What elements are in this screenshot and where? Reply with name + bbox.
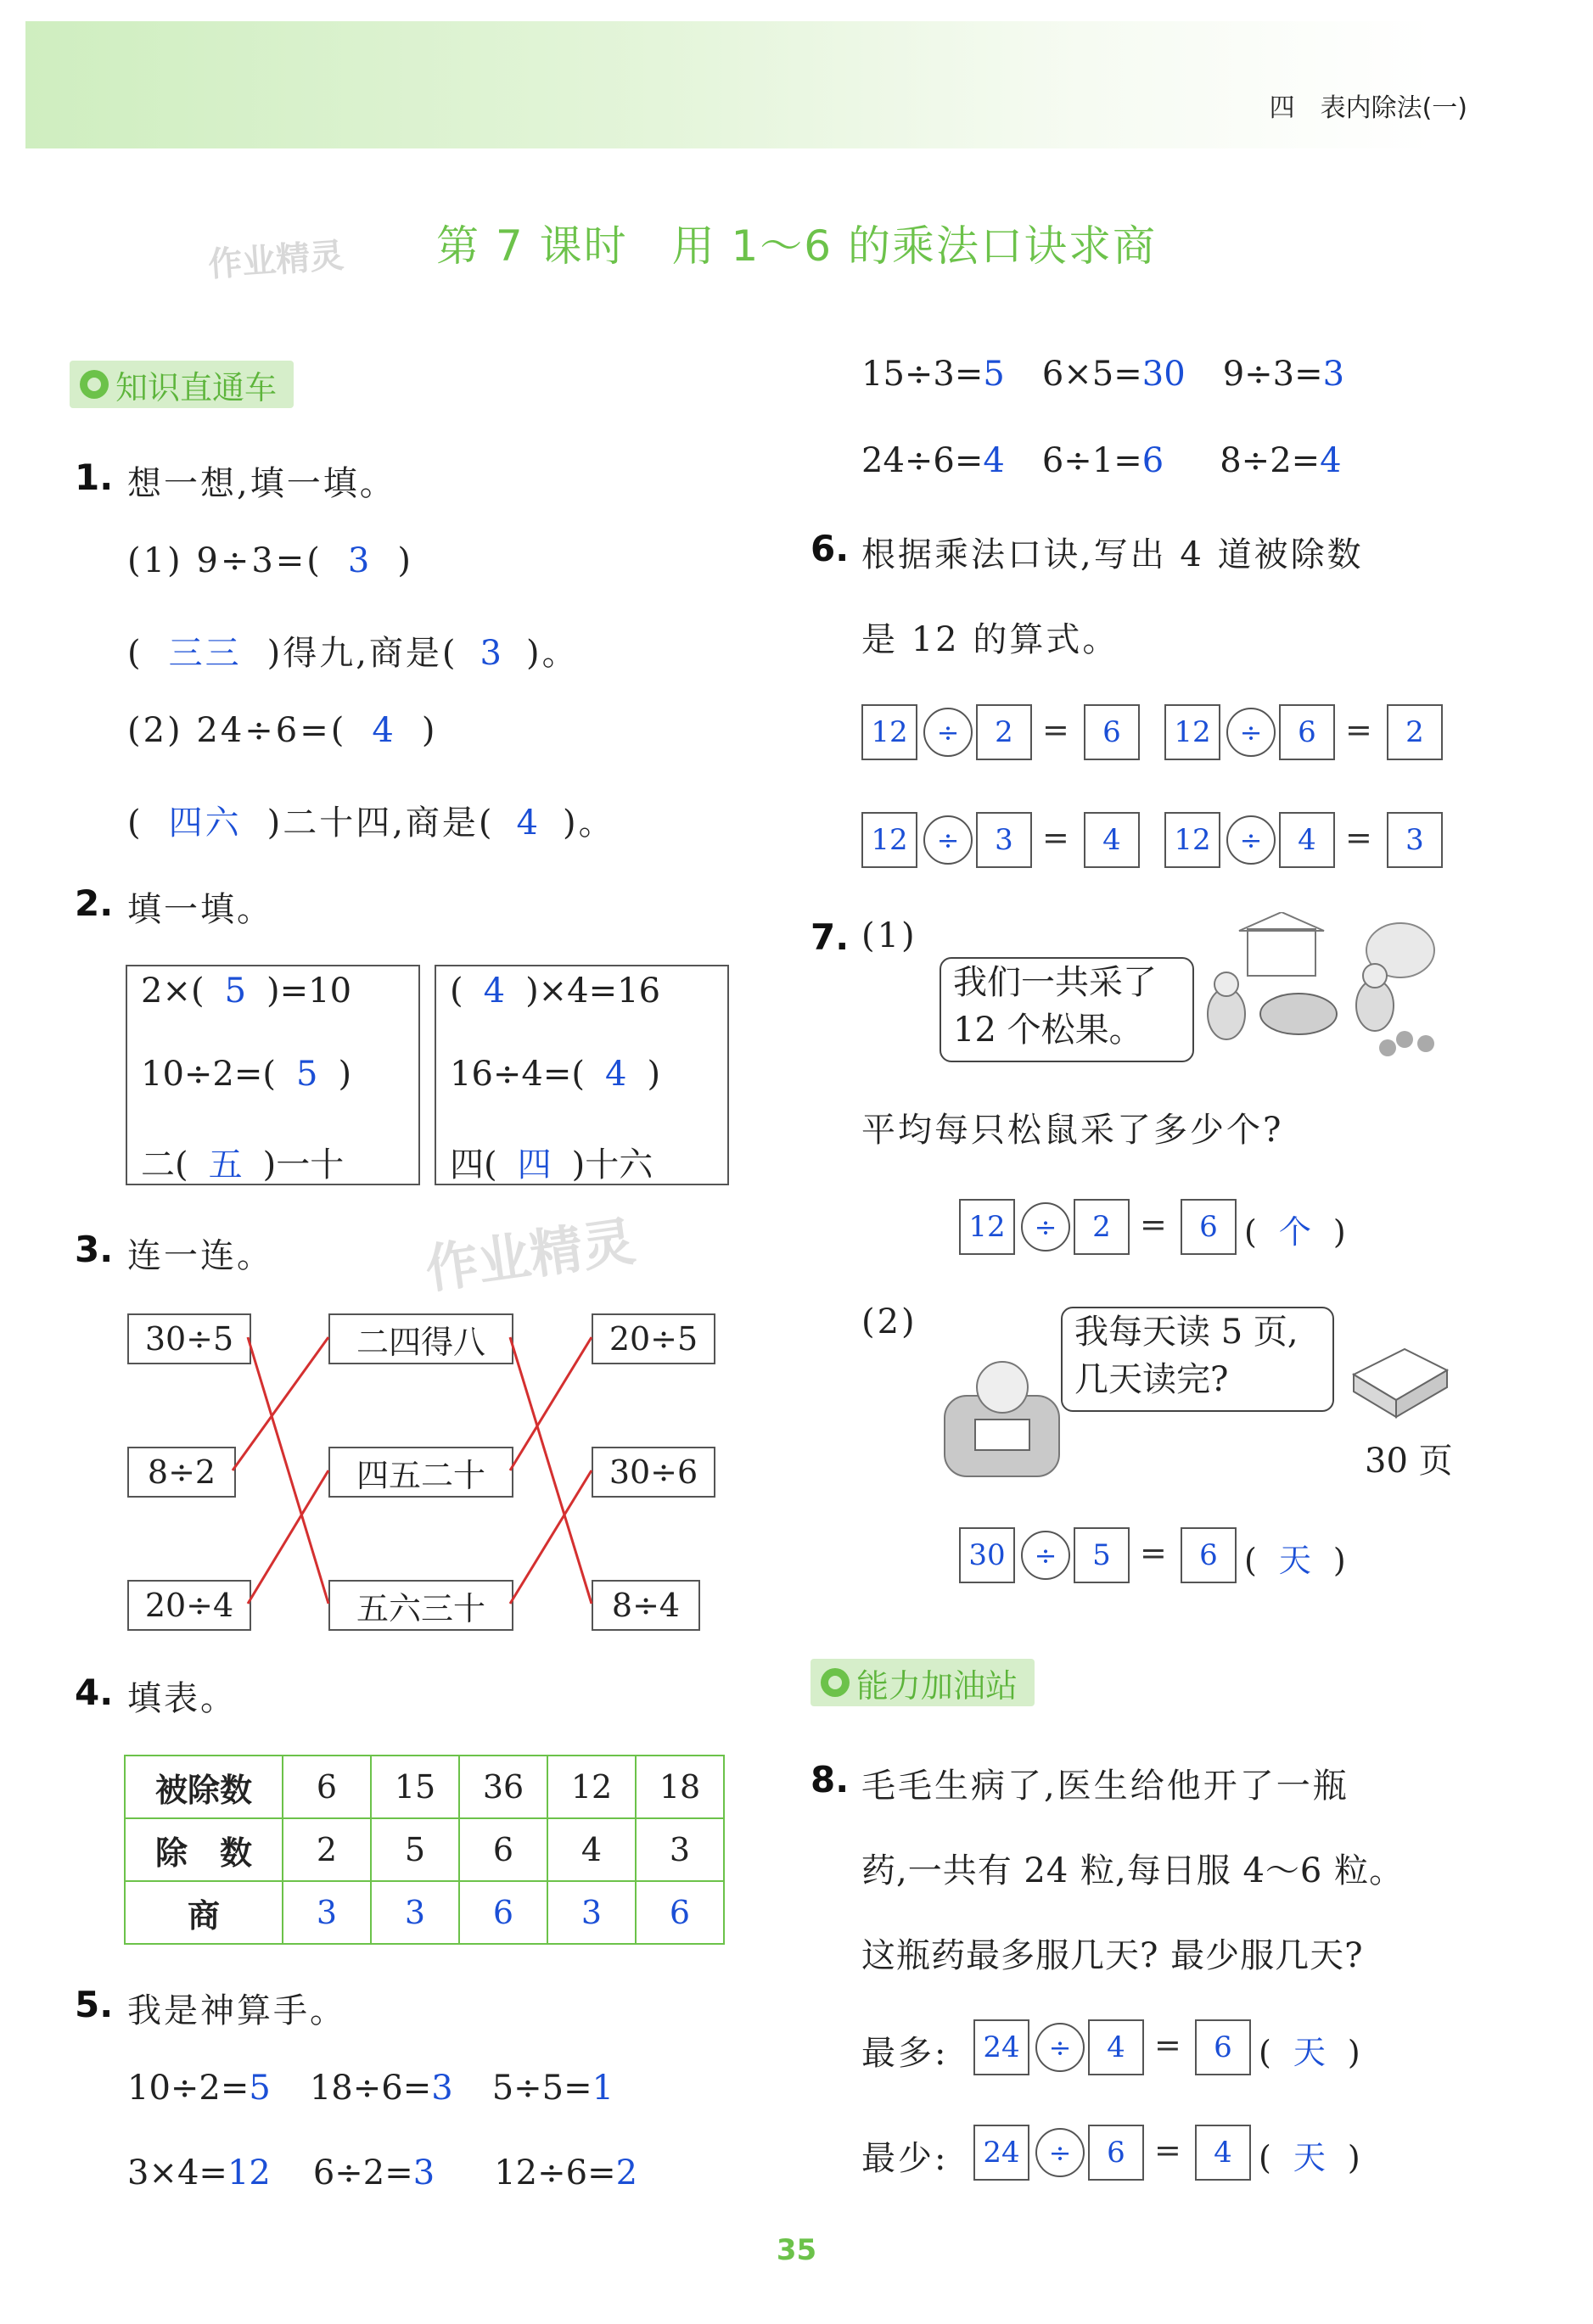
expr-answer: 4 [983, 441, 1005, 480]
book-icon [1345, 1341, 1456, 1425]
q1-p2-answer: 4 [372, 711, 396, 750]
q7-part1-label: (1) [861, 916, 917, 955]
q5-number: 5. [75, 1984, 114, 2025]
text: ) [647, 1055, 661, 1094]
q7-question1: 平均每只松鼠采了多少个? [861, 1111, 1284, 1150]
q7-eq2-dividend[interactable]: 30 [959, 1527, 1015, 1583]
q6-line1: 根据乘法口诀,写出 4 道被除数 [861, 535, 1364, 574]
q7-eq1-operator[interactable]: ÷ [1021, 1202, 1070, 1252]
q6-eq3-dividend[interactable]: 12 [861, 812, 917, 868]
expr-answer: 6 [1141, 441, 1164, 480]
equals-sign: = [1345, 819, 1372, 856]
section-knowledge-label: 知识直通车 [115, 368, 278, 406]
paren-open: ( [127, 804, 143, 843]
table-cell: 36 [459, 1756, 547, 1818]
q5-row1 [127, 2069, 614, 2108]
text: )=10 [266, 972, 352, 1011]
q8-min-label: 最少: [861, 2139, 949, 2178]
q8-max-divisor[interactable]: 4 [1088, 2019, 1144, 2075]
section-ability-label: 能力加油站 [856, 1666, 1018, 1705]
text: ( [450, 972, 463, 1011]
q1-p1-close: ) [397, 541, 413, 580]
row-label: 被除数 [125, 1756, 283, 1818]
watermark-middle: 作业精灵 [421, 1210, 639, 1301]
q7-eq2-quotient[interactable]: 6 [1181, 1527, 1237, 1583]
lesson-title: 第 7 课时 用 1～6 的乘法口诀求商 [435, 221, 1157, 271]
q3-right-item[interactable]: 20÷5 [592, 1313, 715, 1364]
paren-close: ) [1332, 1542, 1346, 1579]
q2-left-ans1: 5 [224, 972, 247, 1011]
q6-eq1-quotient[interactable]: 6 [1084, 704, 1140, 760]
equals-sign: = [1042, 819, 1069, 856]
answer-cell: 3 [547, 1881, 636, 1944]
answer-cell: 3 [371, 1881, 459, 1944]
paren-open: ( [1244, 1542, 1257, 1579]
q6-eq1-operator[interactable]: ÷ [923, 708, 973, 757]
q8-min-quotient[interactable]: 4 [1195, 2125, 1251, 2181]
q6-eq3-divisor[interactable]: 3 [976, 812, 1032, 868]
table-cell: 6 [283, 1756, 371, 1818]
match-line [510, 1337, 592, 1604]
page-number: 35 [776, 2233, 817, 2267]
table-cell: 3 [636, 1818, 724, 1881]
q8-max-label: 最多: [861, 2034, 949, 2073]
q7-speech-bubble-1 [940, 957, 1194, 1062]
q5-row4 [861, 441, 1342, 480]
text: 二( [141, 1145, 188, 1184]
equals-sign: = [1154, 2026, 1181, 2064]
equals-sign: = [1140, 1206, 1167, 1243]
expr: 6÷1= [1041, 441, 1142, 480]
section-ability-tag [811, 1659, 1035, 1706]
q1-p1-answer: 3 [347, 541, 373, 580]
q3-middle-item[interactable]: 二四得八 [328, 1313, 513, 1364]
division-table [124, 1755, 725, 1945]
chapter-title: 四 表内除法(一) [1269, 93, 1467, 123]
expr: 12÷6= [494, 2153, 616, 2192]
watermark-top: 作业精灵 [206, 236, 345, 285]
q7-eq2-unit [1244, 1534, 1346, 1581]
equals-sign: = [1154, 2131, 1181, 2169]
reading-child-illustration [938, 1336, 1065, 1485]
q6-line2: 是 12 的算式。 [861, 620, 1119, 659]
q1-p1-rhyme: 三三 [168, 634, 242, 673]
table-row [125, 1756, 724, 1818]
q7-speech-bubble-2 [1061, 1307, 1334, 1412]
expr-answer: 4 [1320, 441, 1342, 480]
q8-line1: 毛毛生病了,医生给他开了一瓶 [861, 1767, 1349, 1806]
paren-open: ( [1259, 2034, 1271, 2071]
table-cell: 12 [547, 1756, 636, 1818]
q3-title: 连一连。 [127, 1236, 273, 1275]
match-line [248, 1337, 328, 1604]
q2-left-ans3: 五 [208, 1145, 243, 1184]
expr-answer: 3 [1322, 355, 1345, 394]
equals-sign: = [1345, 711, 1372, 748]
table-cell: 2 [283, 1818, 371, 1881]
expr: 8÷2= [1220, 441, 1321, 480]
q6-eq1-divisor[interactable]: 2 [976, 704, 1032, 760]
q3-middle-item[interactable]: 四五二十 [328, 1447, 513, 1498]
text: 10÷2=( [141, 1055, 276, 1094]
text: )×4=16 [525, 972, 661, 1011]
unit-answer: 天 [1278, 1542, 1311, 1579]
match-line [510, 1470, 592, 1604]
q2-right-ans1: 4 [483, 972, 506, 1011]
q1-p1-quotient: 3 [480, 634, 504, 673]
q7-eq1-dividend[interactable]: 12 [959, 1199, 1015, 1255]
q7-number: 7. [811, 916, 850, 958]
q2-right-ans2: 4 [604, 1055, 627, 1094]
q8-line2: 药,一共有 24 粒,每日服 4～6 粒。 [861, 1851, 1405, 1890]
paren-close: ) [1332, 1213, 1346, 1251]
unit-answer: 天 [1293, 2034, 1326, 2071]
match-line [510, 1337, 592, 1470]
q8-max-quotient[interactable]: 6 [1195, 2019, 1251, 2075]
expr-answer: 3 [412, 2153, 435, 2192]
rocket-icon [821, 1668, 850, 1697]
row-label: 商 [125, 1881, 283, 1944]
answer-cell: 3 [283, 1881, 371, 1944]
text: )一十 [262, 1145, 345, 1184]
q8-max-dividend[interactable]: 24 [973, 2019, 1029, 2075]
q5-row3 [861, 355, 1344, 394]
row-label: 除 数 [125, 1818, 283, 1881]
q6-eq4-quotient[interactable]: 3 [1387, 812, 1443, 868]
equals-sign: = [1140, 1534, 1167, 1571]
q7-eq1-unit [1244, 1206, 1346, 1252]
q5-row2 [127, 2153, 637, 2192]
q6-eq3-quotient[interactable]: 4 [1084, 812, 1140, 868]
text: 四( [450, 1145, 497, 1184]
table-cell: 6 [459, 1818, 547, 1881]
q6-eq2-quotient[interactable]: 2 [1387, 704, 1443, 760]
q7-eq1-quotient[interactable]: 6 [1181, 1199, 1237, 1255]
bubble-line: 几天读完? [1074, 1360, 1229, 1399]
q8-line3: 这瓶药最多服几天? 最少服几天? [861, 1936, 1364, 1975]
table-cell: 15 [371, 1756, 459, 1818]
squirrels-illustration [1188, 912, 1443, 1065]
q3-left-item[interactable]: 30÷5 [127, 1313, 251, 1364]
expr: 6×5= [1041, 355, 1142, 394]
q1-title: 想一想,填一填。 [127, 464, 396, 503]
q1-number: 1. [75, 456, 114, 498]
q2-right-ans3: 四 [517, 1145, 552, 1184]
expr-answer: 12 [227, 2153, 271, 2192]
expr-answer: 1 [592, 2069, 614, 2108]
table-cell: 4 [547, 1818, 636, 1881]
q3-right-item[interactable]: 30÷6 [592, 1447, 715, 1498]
match-line [233, 1337, 328, 1470]
q1-p1-mid: )得九,商是( [266, 634, 458, 673]
paren-close: ) [1347, 2139, 1360, 2176]
expr: 9÷3= [1222, 355, 1323, 394]
q8-min-unit [1259, 2131, 1360, 2178]
table-row [125, 1818, 724, 1881]
expr-answer: 3 [431, 2069, 453, 2108]
expr: 3×4= [127, 2153, 227, 2192]
q6-eq4-dividend[interactable]: 12 [1164, 812, 1220, 868]
q1-p2-eq-text: (2) 24÷6=( [127, 711, 347, 750]
text: )十六 [571, 1145, 653, 1184]
q8-min-dividend[interactable]: 24 [973, 2125, 1029, 2181]
q7-part2-label: (2) [861, 1302, 917, 1341]
q3-right-item[interactable]: 8÷4 [592, 1580, 700, 1631]
q6-eq2-operator[interactable]: ÷ [1226, 708, 1276, 757]
q6-eq4-divisor[interactable]: 4 [1279, 812, 1335, 868]
q8-min-divisor[interactable]: 6 [1088, 2125, 1144, 2181]
q6-eq3-operator[interactable]: ÷ [923, 815, 973, 865]
paren-close: ) [1347, 2034, 1360, 2071]
bubble-line: 我每天读 5 页, [1074, 1313, 1299, 1352]
q7-eq2-divisor[interactable]: 5 [1074, 1527, 1130, 1583]
paren-open: ( [127, 634, 143, 673]
q2-number: 2. [75, 882, 114, 924]
expr: 18÷6= [309, 2069, 432, 2108]
expr: 15÷3= [861, 355, 984, 394]
text: 16÷4=( [450, 1055, 585, 1094]
expr-answer: 5 [249, 2069, 271, 2108]
q3-left-item[interactable]: 8÷2 [127, 1447, 236, 1498]
q4-title: 填表。 [127, 1679, 237, 1718]
q8-max-unit [1259, 2026, 1360, 2073]
expr-answer: 2 [615, 2153, 638, 2192]
q6-eq2-divisor[interactable]: 6 [1279, 704, 1335, 760]
q6-eq1-dividend[interactable]: 12 [861, 704, 917, 760]
expr-answer: 5 [983, 355, 1005, 394]
q1-p2-mid: )二十四,商是( [266, 804, 495, 843]
expr: 24÷6= [861, 441, 984, 480]
q4-table [124, 1755, 725, 1945]
expr: 6÷2= [312, 2153, 413, 2192]
q8-number: 8. [811, 1759, 850, 1800]
expr: 5÷5= [491, 2069, 592, 2108]
q5-title: 我是神算手。 [127, 1991, 346, 2030]
paren-open: ( [1244, 1213, 1257, 1251]
q7-eq1-divisor[interactable]: 2 [1074, 1199, 1130, 1255]
paren-open: ( [1259, 2139, 1271, 2176]
unit-answer: 天 [1293, 2139, 1326, 2176]
q1-p1-eq-text: (1) 9÷3=( [127, 541, 323, 580]
text: 2×( [141, 972, 205, 1011]
answer-cell: 6 [459, 1881, 547, 1944]
bubble-line: 12 个松果。 [953, 1011, 1143, 1050]
q1-p2-rhyme: 四六 [168, 804, 242, 843]
q2-left-ans2: 5 [295, 1055, 318, 1094]
q7-pages-label: 30 页 [1365, 1442, 1453, 1481]
line-end: )。 [563, 804, 615, 843]
table-row [125, 1881, 724, 1944]
q6-eq2-dividend[interactable]: 12 [1164, 704, 1220, 760]
line-end: )。 [526, 634, 579, 673]
expr-answer: 30 [1141, 355, 1186, 394]
q1-p2-quotient: 4 [516, 804, 541, 843]
bubble-line: 我们一共采了 [953, 963, 1157, 1002]
q3-number: 3. [75, 1229, 114, 1270]
match-line [248, 1470, 328, 1604]
q8-min-operator[interactable]: ÷ [1035, 2128, 1085, 2177]
q7-eq2-operator[interactable]: ÷ [1021, 1531, 1070, 1580]
expr: 10÷2= [127, 2069, 250, 2108]
q8-max-operator[interactable]: ÷ [1035, 2023, 1085, 2072]
q4-number: 4. [75, 1672, 114, 1713]
q3-left-item[interactable]: 20÷4 [127, 1580, 251, 1631]
answer-cell: 6 [636, 1881, 724, 1944]
q6-eq4-operator[interactable]: ÷ [1226, 815, 1276, 865]
table-cell: 5 [371, 1818, 459, 1881]
q1-p2-close: ) [421, 711, 438, 750]
table-cell: 18 [636, 1756, 724, 1818]
unit-answer: 个 [1278, 1213, 1311, 1251]
equals-sign: = [1042, 711, 1069, 748]
q6-number: 6. [811, 528, 850, 569]
text: ) [338, 1055, 352, 1094]
q3-middle-item[interactable]: 五六三十 [328, 1580, 513, 1631]
q2-title: 填一填。 [127, 890, 273, 929]
